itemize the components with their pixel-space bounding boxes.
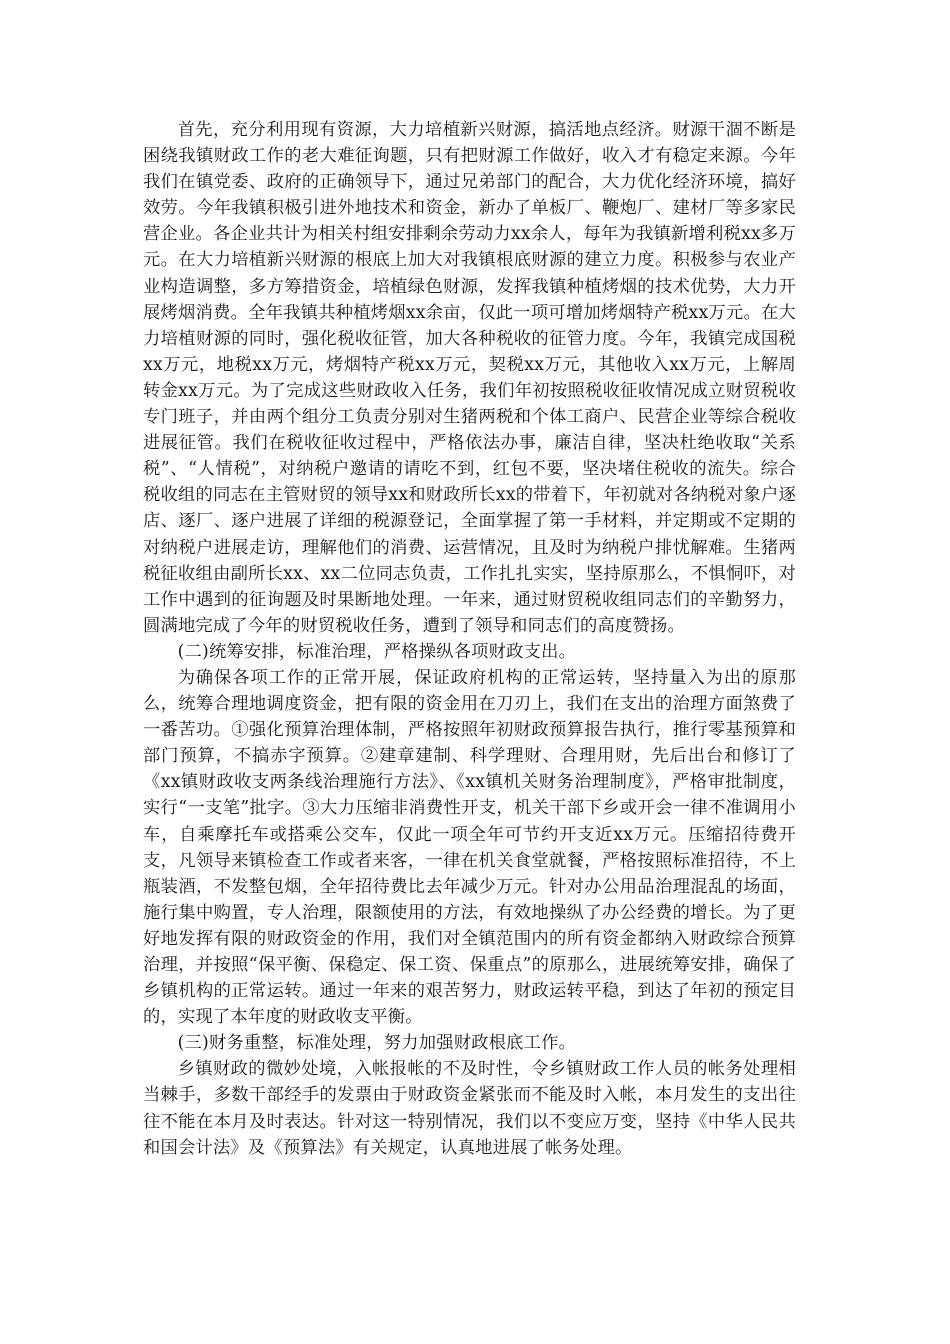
- document-body: [143, 117, 796, 1161]
- paragraph-expenditure: 为确保各项工作的正常开展，保证政府机构的正常运转，坚持量入为出的原那么，统筹合理地调度资金，把有限的资金用在刀刃上，我们在支出的治理方面煞费了一番苦功。①强化预算治理体制，严格按照年初财政预算报告执行，推行零基预算和部门预算，不搞赤字预算。②建章建制、科学理财、合理用财，先后出台和修订了《xx镇财政收支两条线治理施行方法》、《xx镇机关财务治理制度》，严格审批制度，实行“一支笔”批字。③大力压缩非消费性开支，机关干部下乡或开会一律不准调用小车，自乘摩托车或搭乘公交车，仅此一项全年可节约开支近xx万元。压缩招待费开支，凡领导来镇检查工作或者来客，一律在机关食堂就餐，严格按照标准招待，不上瓶装酒，不发整包烟，全年招待费比去年减少万元。针对办公用品治理混乱的场面，施行集中购置，专人治理，限额使用的方法，有效地操纵了办公经费的增长。为了更好地发挥有限的财政资金的作用，我们对全镇范围内的所有资金都纳入财政综合预算治理，并按照“保平衡、保稳定、保工资、保重点”的原那么，进展统筹安排，确保了乡镇机构的正常运转。通过一年来的艰苦努力，财政运转平稳，到达了年初的预定目的，实现了本年度的财政收支平衡。: [143, 667, 796, 1028]
- paragraph-accounting: 乡镇财政的微妙处境，入帐报帐的不及时性，令乡镇财政工作人员的帐务处理相当棘手，多数干部经手的发票由于财政资金紧张而不能及时入帐，本月发生的支出往往不能在本月及时表达。针对这一特别情况，我们以不变应万变，坚持《中华人民共和国会计法》及《预算法》有关规定，认真地进展了帐务处理。: [143, 1059, 796, 1158]
- paragraph-revenue: 首先，充分利用现有资源，大力培植新兴财源，搞活地点经济。财源干涸不断是困绕我镇财政工作的老大难征询题，只有把财源工作做好，收入才有稳定来源。今年我们在镇党委、政府的正确领导下，通过兄弟部门的配合，大力优化经济环境，搞好效劳。今年我镇积极引进外地技术和资金，新办了单板厂、鞭炮厂、建材厂等多家民营企业。各企业共计为相关村组安排剩余劳动力xx余人，每年为我镇新增利税xx多万元。在大力培植新兴财源的根底上加大对我镇根底财源的建立力度。积极参与农业产业构造调整，多方筹措资金，培植绿色财源，发挥我镇种植烤烟的技术优势，大力开展烤烟消费。全年我镇共种植烤烟xx余亩，仅此一项可增加烤烟特产税xx万元。在大力培植财源的同时，强化税收征管，加大各种税收的征管力度。今年，我镇完成国税xx万元，地税xx万元，烤烟特产税xx万元，契税xx万元，其他收入xx万元，上解周转金xx万元。为了完成这些财政收入任务，我们年初按照税收征收情况成立财贸税收专门班子，并由两个组分工负责分别对生猪两税和个体工商户、民营企业等综合税收进展征管。我们在税收征收过程中，严格依法办事，廉洁自律，坚决杜绝收取“关系税”、“人情税”，对纳税户邀请的请吃不到，红包不要，坚决堵住税收的流失。综合税收组的同志在主管财贸的领导xx和财政所长xx的带着下，年初就对各纳税对象户逐店、逐厂、逐户进展了详细的税源登记，全面掌握了第一手材料，并定期或不定期的对纳税户进展走访，理解他们的消费、运营情况，且及时为纳税户排忧解难。生猪两税征收组由副所长xx、xx二位同志负责，工作扎扎实实，坚持原那么，不惧恫吓，对工作中遇到的征询题及时果断地处理。一年来，通过财贸税收组同志们的辛勤努力，圆满地完成了今年的财贸税收任务，遭到了领导和同志们的高度赞扬。: [143, 120, 796, 636]
- section-heading-expenditure: (二)统筹安排，标准治理，严格操纵各项财政支出。: [177, 641, 577, 662]
- section-heading-accounting: (三)财务重整，标准处理，努力加强财政根底工作。: [177, 1033, 577, 1054]
